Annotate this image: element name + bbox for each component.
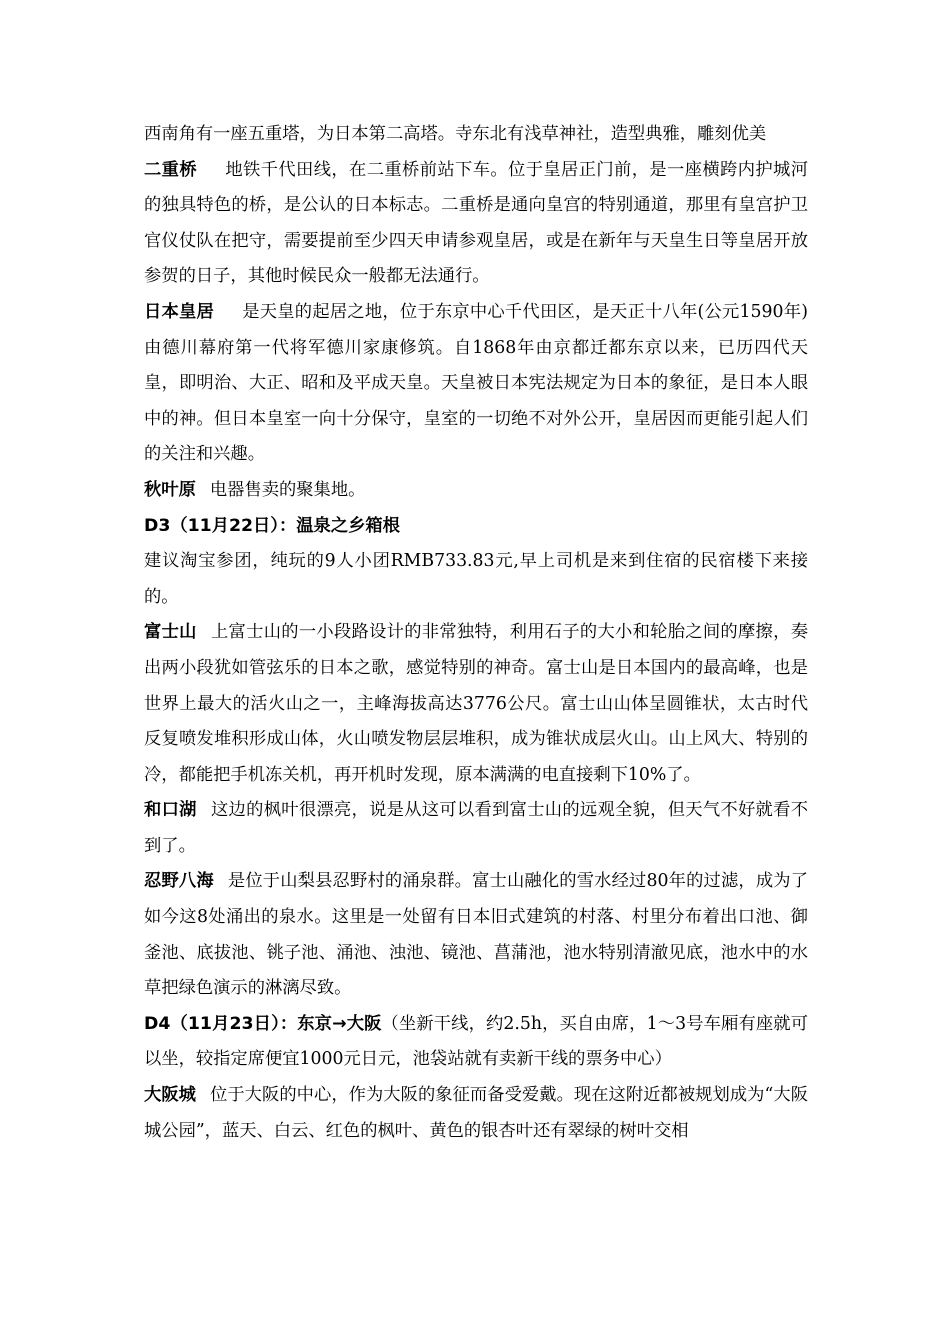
paragraph-text: 位于大阪的中心，作为大阪的象征而备受爱戴。现在这附近都被规划成为“大阪城公园”，蓝天、白云、红色的枫叶、黄色的银杏叶还有翠绿的树叶交相	[144, 1085, 808, 1141]
paragraph-text: 是位于山梨县忍野村的涌泉群。富士山融化的雪水经过80年的过滤，成为了如今这8处涌出的泉水。这里是一处留有日本旧式建筑的村落、村里分布着出口池、御釜池、底拔池、铫子池、涌池、浊池、镜池、菖蒲池，池水特别清澈见底，池水中的水草把绿色演示的淋漓尽致。	[144, 871, 808, 999]
paragraph-sensoji-continued	[144, 117, 808, 153]
paragraph-text: 地铁千代田线，在二重桥前站下车。位于皇居正门前，是一座横跨内护城河的独具特色的桥，是公认的日本标志。二重桥是通向皇宫的特别通道，那里有皇宫护卫官仪仗队在把守，需要提前至少四天申请参观皇居，或是在新年与天皇生日等皇居开放参贺的日子，其他时候民众一般都无法通行。	[144, 159, 808, 287]
paragraph-imperial-palace	[144, 295, 808, 473]
paragraph-text: 上富士山的一小段路设计的非常独特，利用石子的大小和轮胎之间的摩擦，奏出两小段犹如管弦乐的日本之歌，感觉特别的神奇。富士山是日本国内的最高峰，也是世界上最大的活火山之一，主峰海拔高达3776公尺。富士山山体呈圆锥状，太古时代反复喷发堆积形成山体，火山喷发物层层堆积，成为锥状成层火山。山上风大、特别的冷，都能把手机冻关机，再开机时发现，原本满满的电直接剩下10%了。	[144, 622, 808, 785]
paragraph-akihabara	[144, 473, 808, 509]
day-title: D3（11月22日）：温泉之乡箱根	[144, 515, 400, 536]
paragraph-nijubashi	[144, 153, 808, 295]
paragraph-text: 建议淘宝参团，纯玩的9人小团RMB733.83元,早上司机是来到住宿的民宿楼下来接的。	[144, 551, 808, 607]
paragraph-text: 电器售卖的聚集地。	[209, 479, 366, 500]
paragraph-text: 西南角有一座五重塔，为日本第二高塔。寺东北有浅草神社，造型典雅，雕刻优美	[144, 124, 767, 144]
paragraph-title: 大阪城	[144, 1085, 196, 1106]
day-heading-d3	[144, 509, 808, 545]
paragraph-osaka-castle	[144, 1078, 808, 1149]
paragraph-title: 日本皇居	[144, 301, 215, 322]
document-page	[144, 117, 808, 1149]
paragraph-title: 和口湖	[144, 800, 197, 821]
day-heading-d4	[144, 1007, 808, 1078]
paragraph-mt-fuji	[144, 615, 808, 793]
paragraph-title: 秋叶原	[144, 479, 196, 500]
paragraph-lake	[144, 793, 808, 864]
day-title: D4（11月23日）：东京→大阪	[144, 1013, 382, 1034]
paragraph-oshino-hakkai	[144, 864, 808, 1006]
day-note: （坐新干线，约2.5h，买自由席，1～3号车厢有座就可以坐，较指定席便宜1000元日元，池袋站就有卖新干线的票务中心）	[144, 1013, 808, 1070]
paragraph-title: 忍野八海	[144, 871, 214, 892]
paragraph-tour-note	[144, 544, 808, 615]
paragraph-text: 这边的枫叶很漂亮，说是从这可以看到富士山的远观全貌，但天气不好就看不到了。	[144, 800, 808, 856]
paragraph-title: 二重桥	[144, 159, 197, 180]
paragraph-title: 富士山	[144, 622, 197, 643]
paragraph-text: 是天皇的起居之地，位于东京中心千代田区，是天正十八年(公元1590年)由德川幕府第一代将军德川家康修筑。自1868年由京都迁都东京以来，已历四代天皇，即明治、大正、昭和及平成天皇。天皇被日本宪法规定为日本的象征，是日本人眼中的神。但日本皇室一向十分保守，皇室的一切绝不对外公开，皇居因而更能引起人们的关注和兴趣。	[144, 301, 808, 465]
